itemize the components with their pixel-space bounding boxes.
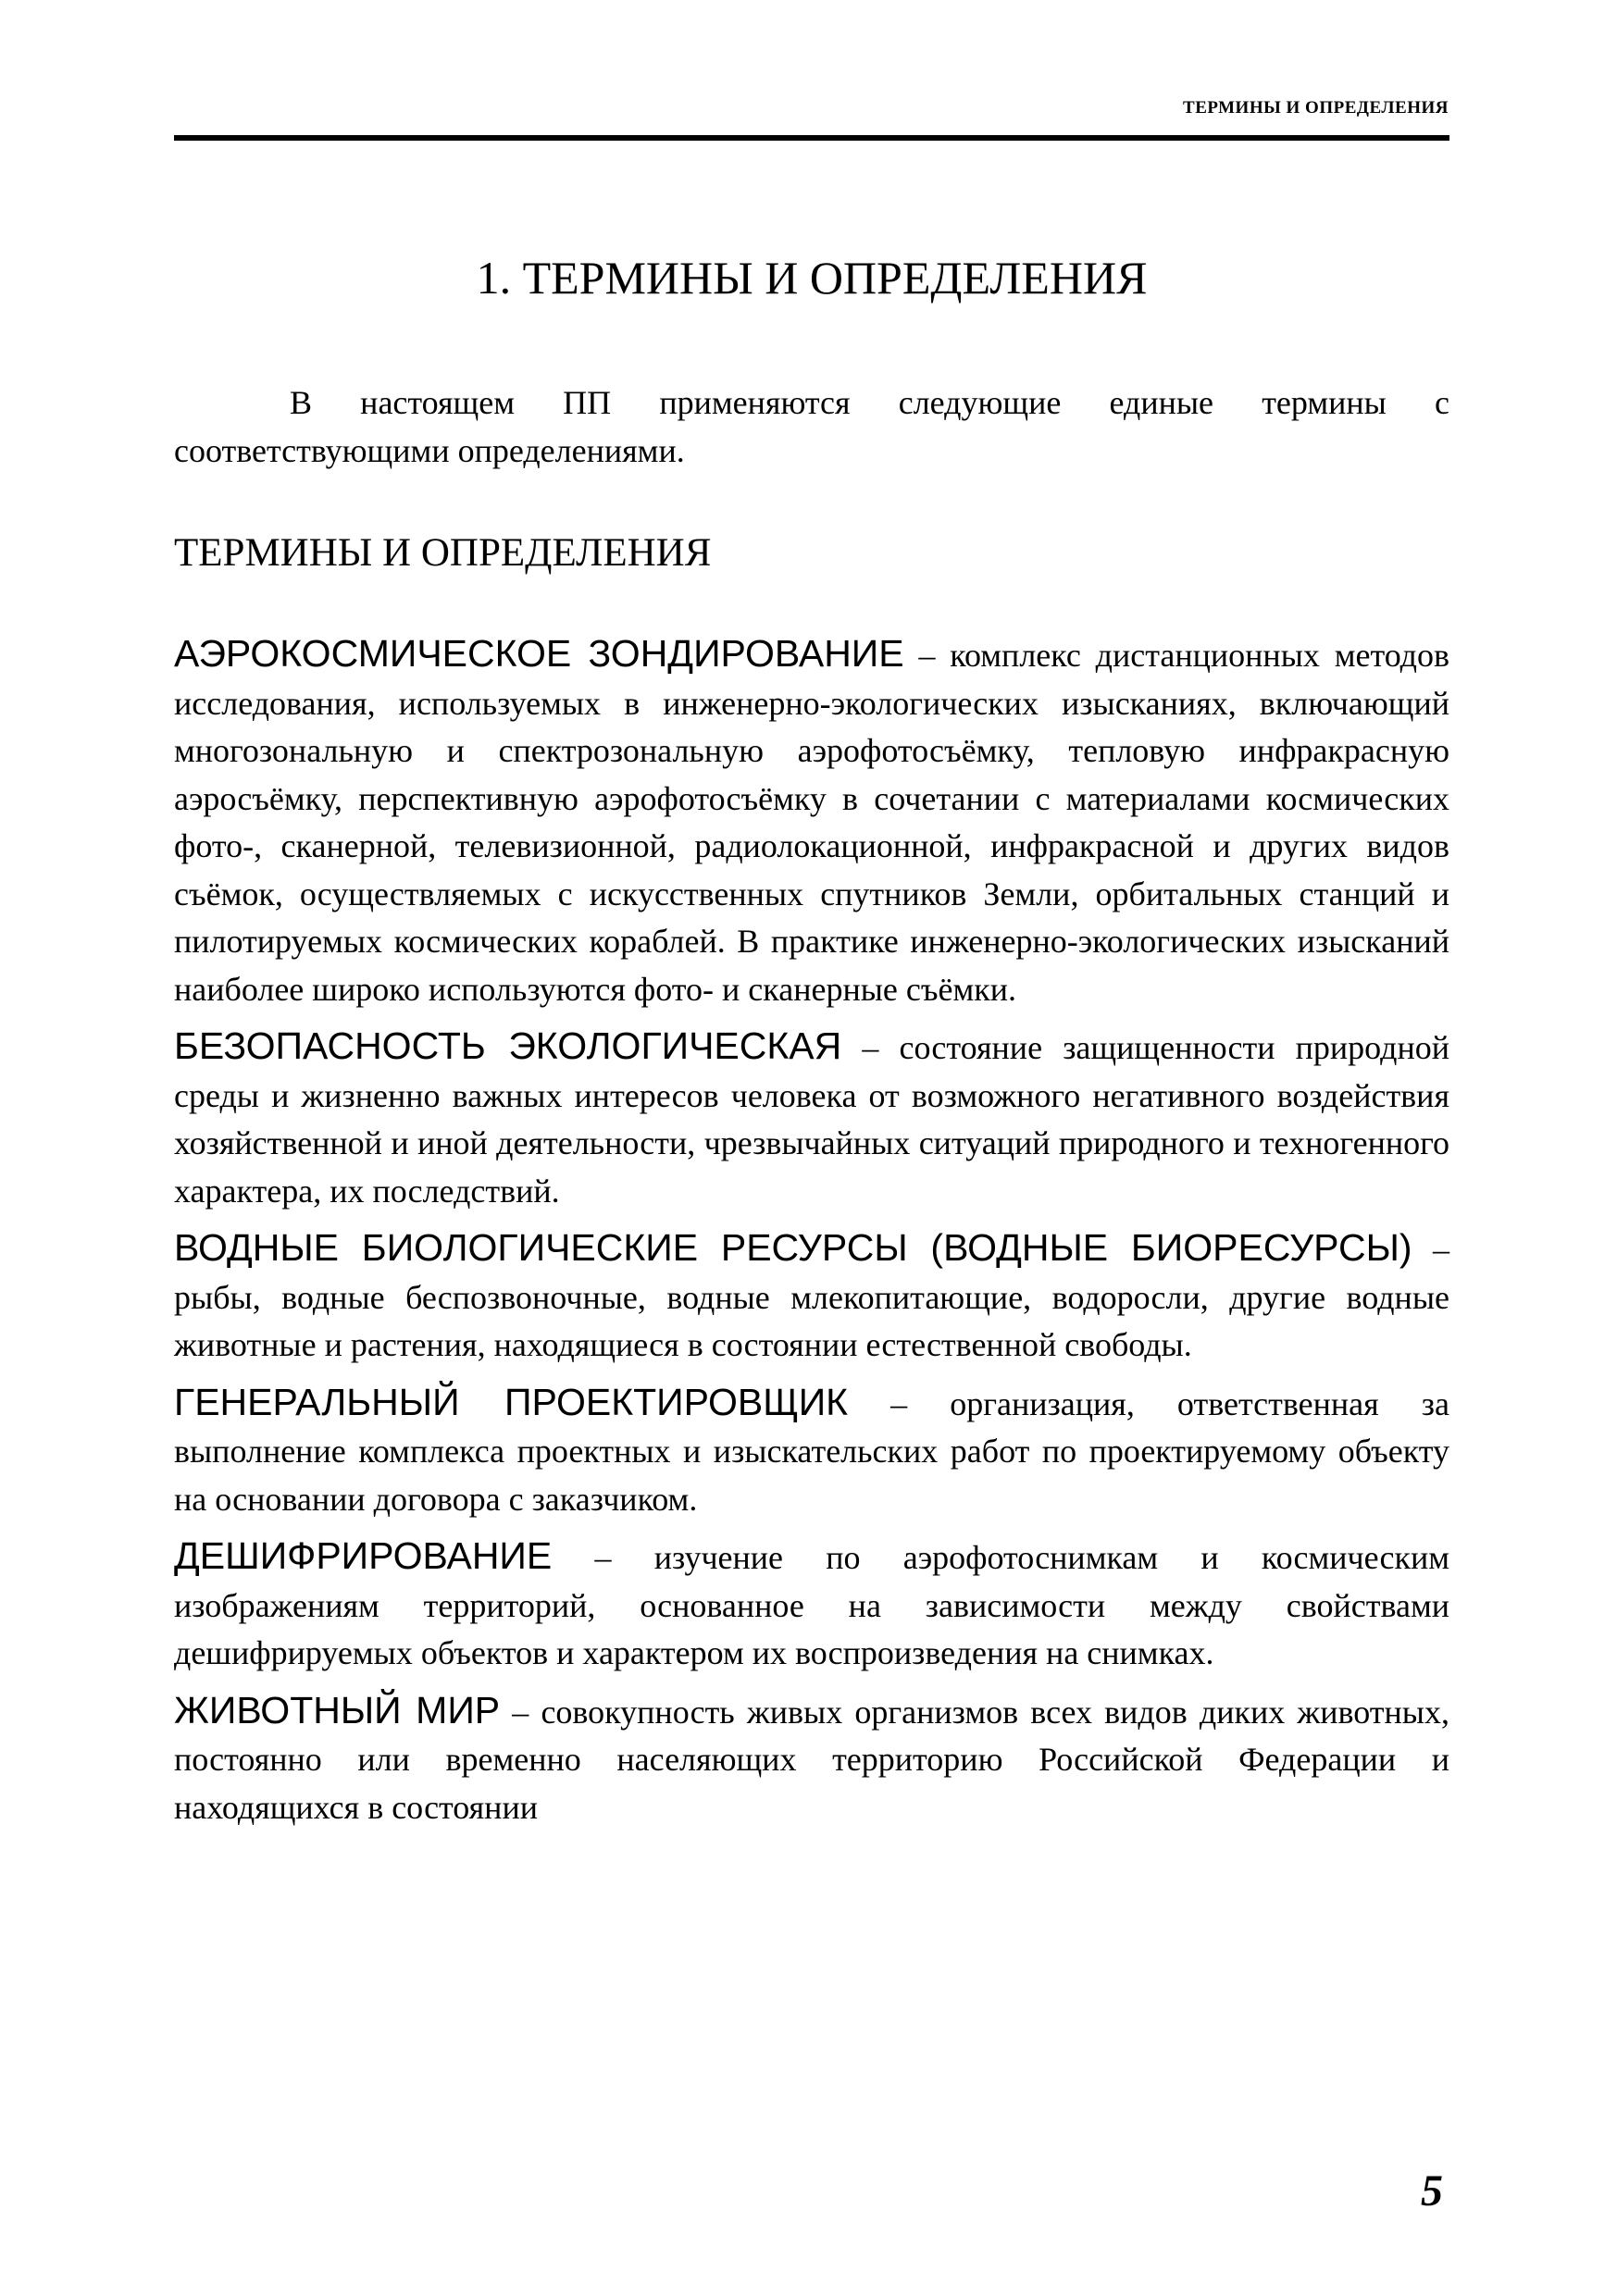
- section-title: 1. ТЕРМИНЫ И ОПРЕДЕЛЕНИЯ: [476, 252, 1148, 304]
- term-entry: [174, 1379, 1449, 1524]
- term-definition: – рыбы, водные беспозвоночные, водные млекопитающие, водоросли, другие водные животные и растения, находящиеся в состоянии естественной свободы.: [174, 1231, 1450, 1363]
- term-entry: [174, 1533, 1449, 1678]
- term-name: АЭРОКОСМИЧЕСКОЕ ЗОНДИРОВАНИЕ: [174, 632, 904, 675]
- term-definition: – состояние защищенности природной среды и жизненно важных интересов человека от возможного негативного воздействия хозяйственной и иной деятельности, чрезвычайных ситуаций природного и техногенного характера, их последствий.: [174, 1029, 1449, 1210]
- term-name: ВОДНЫЕ БИОЛОГИЧЕСКИЕ РЕСУРСЫ (ВОДНЫЕ БИОРЕСУРСЫ): [174, 1226, 1412, 1269]
- term-entry: [174, 1687, 1449, 1832]
- term-name: БЕЗОПАСНОСТЬ ЭКОЛОГИЧЕСКАЯ: [174, 1024, 842, 1067]
- term-entry: [174, 1023, 1449, 1215]
- term-name: ДЕШИФРИРОВАНИЕ: [174, 1534, 553, 1577]
- term-definition: – изучение по аэрофотоснимкам и космическим изображениям территорий, основанное на зависимости между свойствами дешифрируемых объектов и характером их воспроизведения на снимках.: [174, 1539, 1449, 1671]
- page-content: [174, 379, 1449, 1831]
- term-definition: – совокупность живых организмов всех видов диких животных, постоянно или временно населяющих территорию Российской Федерации и находящихся в состоянии: [174, 1693, 1449, 1826]
- term-name: ЖИВОТНЫЙ МИР: [174, 1688, 501, 1731]
- term-name: ГЕНЕРАЛЬНЫЙ ПРОЕКТИРОВЩИК: [174, 1380, 849, 1423]
- header-rule: [174, 135, 1449, 141]
- intro-paragraph: В настоящем ПП применяются следующие единые термины с соответствующими определениями.: [174, 384, 1449, 469]
- terms-subheading: ТЕРМИНЫ И ОПРЕДЕЛЕНИЯ: [174, 531, 712, 575]
- term-entry: [174, 630, 1449, 1013]
- term-entry: [174, 1224, 1449, 1370]
- page-number: 5: [1421, 2166, 1443, 2215]
- running-header: ТЕРМИНЫ И ОПРЕДЕЛЕНИЯ: [1183, 98, 1449, 118]
- term-definition: – организация, ответственная за выполнение комплекса проектных и изыскательских работ по проектируемому объекту на основании договора с заказчиком.: [174, 1384, 1449, 1518]
- term-definition: – комплекс дистанционных методов исследования, используемых в инженерно-экологических изысканиях, включающий многозональную и спектрозональную аэрофотосъёмку, тепловую инфракрасную аэросъёмку, перспективную аэрофотосъёмку в сочетании с материалами космических фото-, сканерной, телевизионной, радиолокационной, инфракрасной и других видов съёмок, осуществляемых с искусственных спутников Земли, орбитальных станций и пилотируемых космических кораблей. В практике инженерно-экологических изысканий наиболее широко используются фото- и сканерные съёмки.: [174, 637, 1450, 1008]
